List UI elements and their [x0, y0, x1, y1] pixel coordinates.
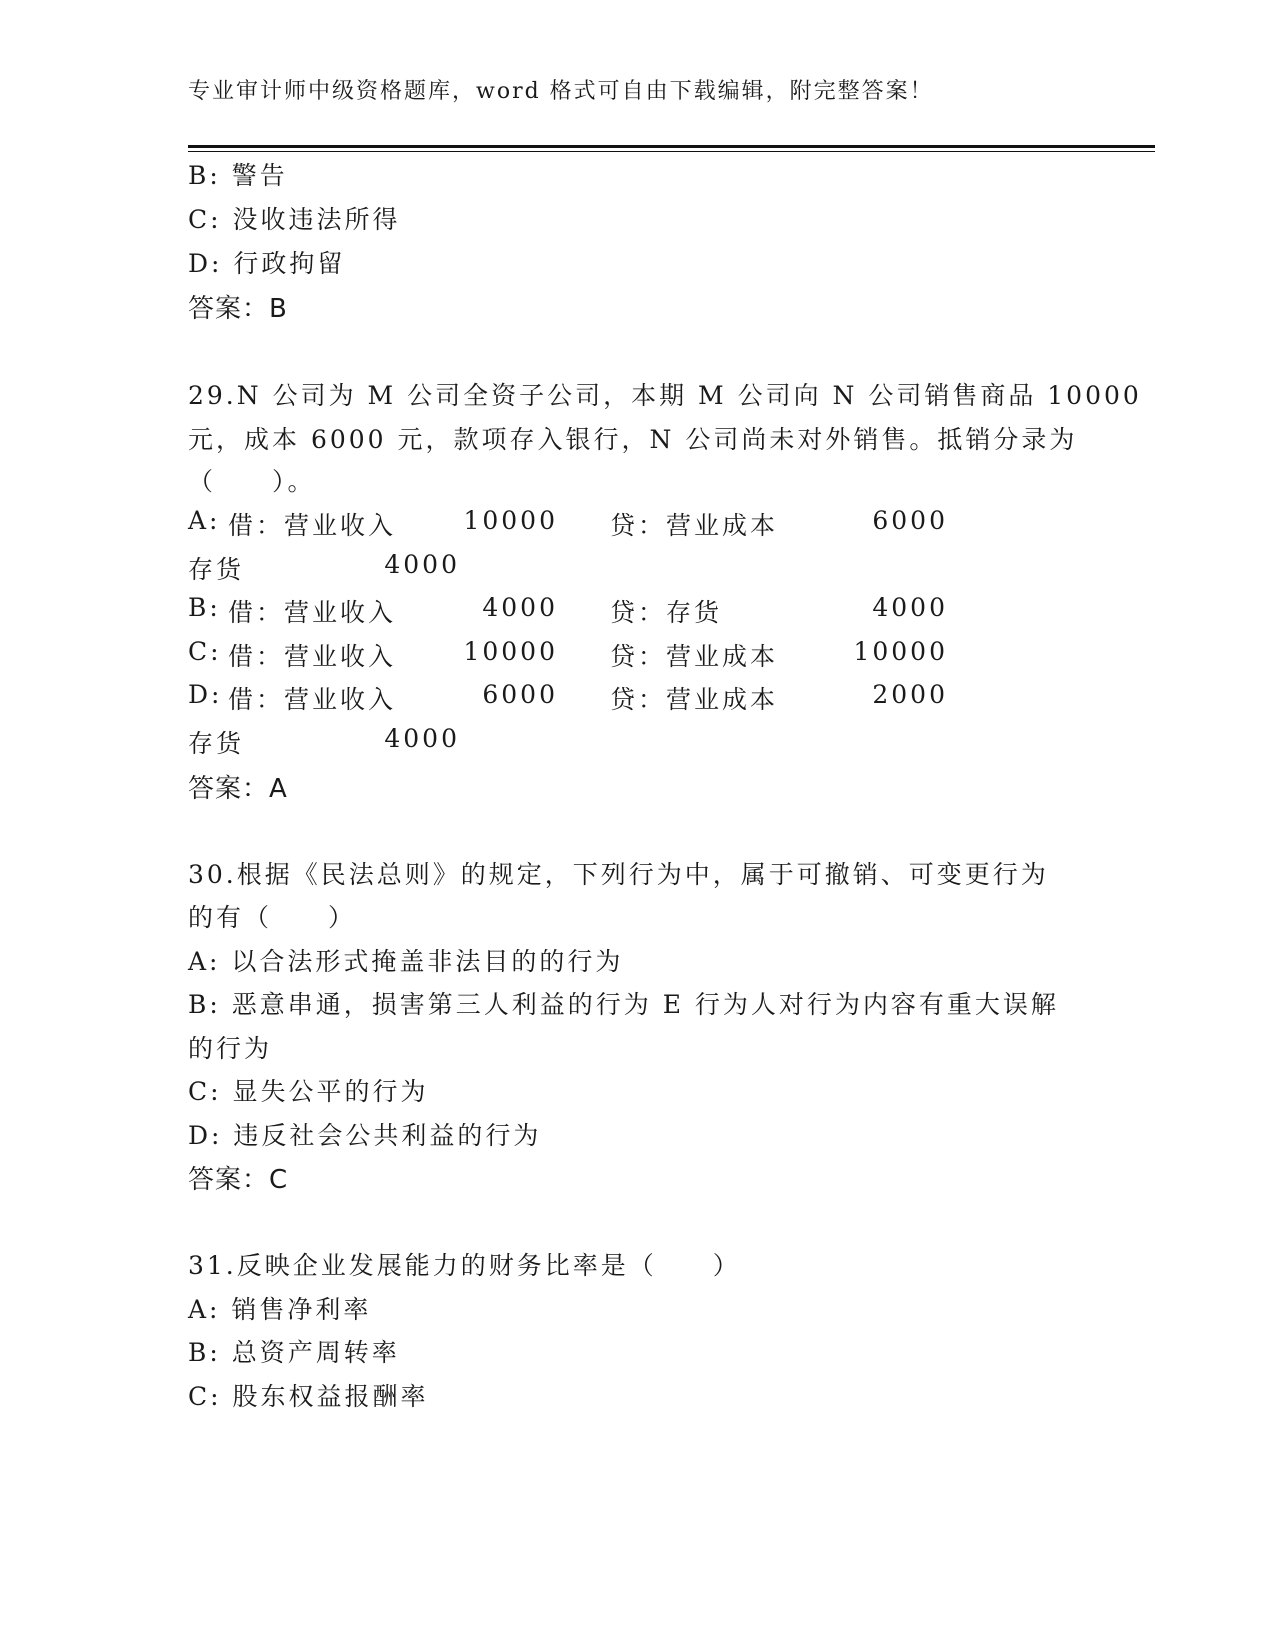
q30-option-b-cont: 的行为: [188, 1034, 273, 1063]
option-label: D:: [188, 680, 223, 709]
q30-stem-line-2: 的有（ ）: [188, 903, 357, 932]
debit-amount: 6000: [482, 680, 558, 709]
q31-option-a: A: 销售净利率: [188, 1295, 372, 1324]
extra-amount: 4000: [384, 550, 460, 579]
credit-account: 贷：营业成本: [610, 511, 779, 540]
header-rule-thick: [188, 145, 1155, 148]
q28-answer: 答案：B: [188, 294, 288, 324]
option-label: C:: [188, 637, 222, 666]
debit-amount: 10000: [463, 637, 558, 666]
q29-answer: 答案：A: [188, 774, 288, 804]
extra-account: 存货: [188, 729, 245, 758]
credit-amount: 6000: [872, 506, 948, 535]
debit-account: 借：营业收入: [228, 642, 397, 671]
option-label: B:: [188, 593, 221, 622]
q29-stem-line-3: （ ）。: [188, 467, 316, 496]
q31-stem-line-1: 31.反映企业发展能力的财务比率是（ ）: [188, 1251, 741, 1280]
header-rule-thin: [188, 151, 1155, 152]
q28-option-d: [188, 244, 345, 280]
q31-option-b: B: 总资产周转率: [188, 1338, 400, 1367]
credit-amount: 2000: [872, 680, 948, 709]
q29-stem-line-2: 元，成本 6000 元，款项存入银行，N 公司尚未对外销售。抵销分录为: [188, 425, 1078, 454]
q30-option-d: D: 违反社会公共利益的行为: [188, 1121, 542, 1150]
q30-stem-line-1: 30.根据《民法总则》的规定，下列行为中，属于可撤销、可变更行为: [188, 860, 1049, 889]
option-text: 行政拘留: [233, 249, 346, 278]
q29-stem-line-1: 29.N 公司为 M 公司全资子公司，本期 M 公司向 N 公司销售商品 10000: [188, 381, 1142, 410]
q31-option-c: C: 股东权益报酬率: [188, 1382, 429, 1411]
debit-account: 借：营业收入: [228, 598, 397, 627]
credit-account: 贷：营业成本: [610, 685, 779, 714]
page-header: 专业审计师中级资格题库，word 格式可自由下载编辑，附完整答案！: [188, 79, 934, 104]
q30-option-c: C: 显失公平的行为: [188, 1077, 429, 1106]
debit-amount: 4000: [482, 593, 558, 622]
option-label: B:: [188, 161, 221, 190]
debit-amount: 10000: [463, 506, 558, 535]
option-label: C:: [188, 205, 222, 234]
option-text: 警告: [231, 161, 288, 190]
option-text: 没收违法所得: [232, 205, 401, 234]
option-label: A:: [188, 506, 221, 535]
q30-answer: 答案：C: [188, 1165, 289, 1195]
option-label: D:: [188, 249, 223, 278]
credit-amount: 10000: [853, 637, 948, 666]
debit-account: 借：营业收入: [228, 511, 397, 540]
q30-option-a: A: 以合法形式掩盖非法目的的行为: [188, 947, 624, 976]
extra-account: 存货: [188, 555, 245, 584]
credit-account: 贷：营业成本: [610, 642, 779, 671]
q28-option-c: [188, 200, 401, 236]
credit-amount: 4000: [872, 593, 948, 622]
credit-account: 贷：存货: [610, 598, 723, 627]
extra-amount: 4000: [384, 724, 460, 753]
q30-option-b: B: 恶意串通，损害第三人利益的行为 E 行为人对行为内容有重大误解: [188, 990, 1059, 1019]
q28-option-b: [188, 156, 288, 192]
debit-account: 借：营业收入: [228, 685, 397, 714]
